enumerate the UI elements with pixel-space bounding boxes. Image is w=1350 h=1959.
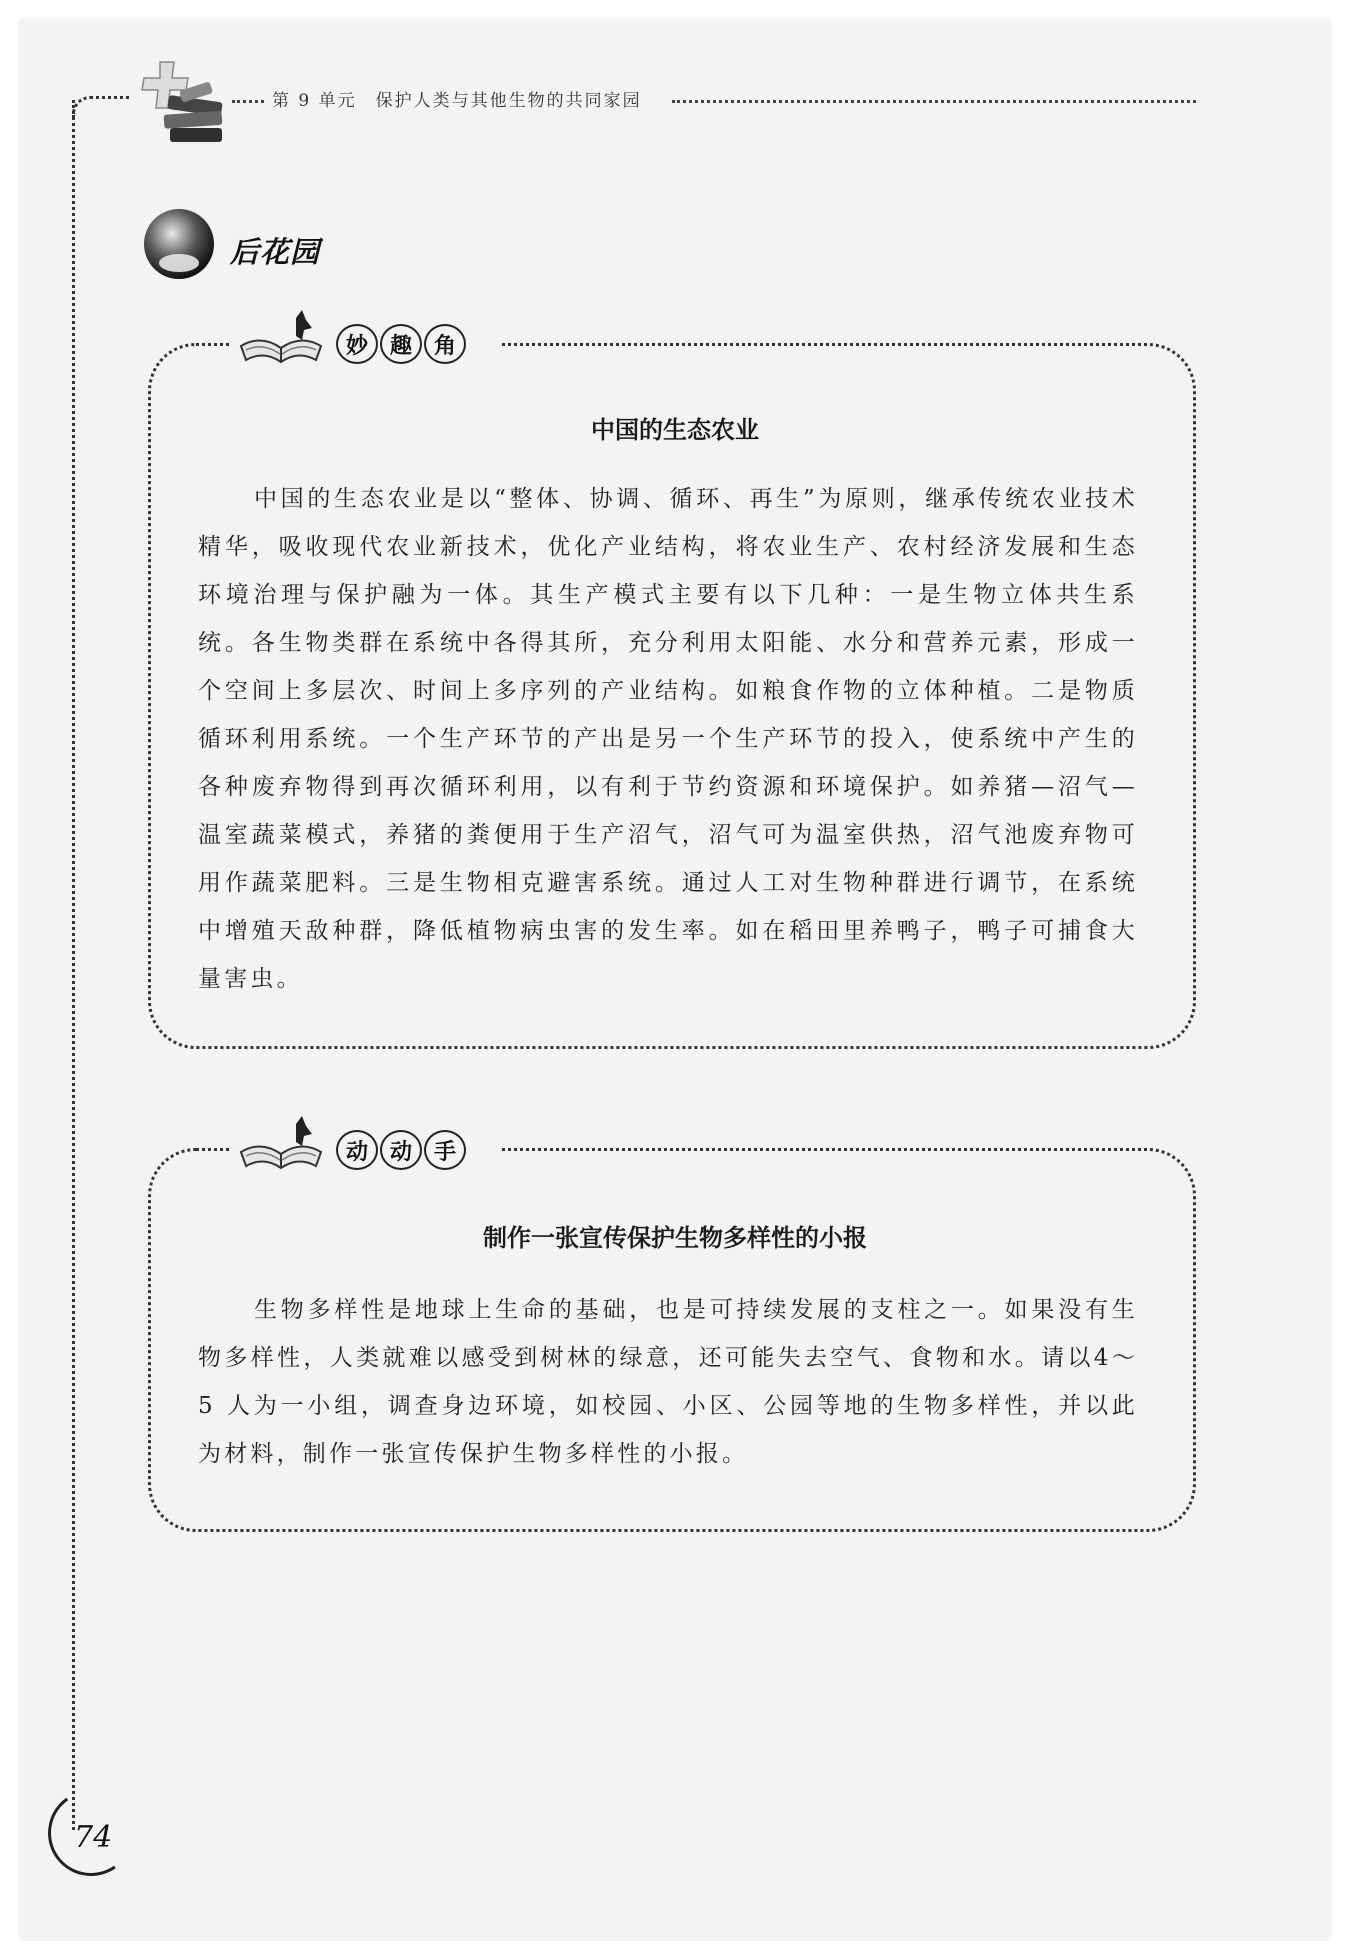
fun-corner-tag [336, 324, 466, 364]
tag-char: 妙 [336, 324, 378, 364]
tag-char: 手 [424, 1130, 466, 1170]
open-book-icon [236, 306, 326, 366]
left-rail [72, 100, 75, 1830]
activity-title: 制作一张宣传保护生物多样性的小报 [483, 1224, 867, 1252]
header-dots-right [672, 100, 1196, 103]
header-dots-left [232, 100, 264, 103]
tag-char: 趣 [380, 324, 422, 364]
open-book-icon [236, 1112, 326, 1172]
hands-on-tag [336, 1130, 466, 1170]
article-paragraph: 中国的生态农业是以“整体、协调、循环、再生”为原则，继承传统农业技术精华，吸收现代农业新技术，优化产业结构，将农业生产、农村经济发展和生态环境治理与保护融为一体。其生产模式主要有以下几种：一是生物立体共生系统。各生物类群在系统中各得其所，充分利用太阳能、水分和营养元素，形成一个空间上多层次、时间上多序列的产业结构。如粮食作物的立体种植。二是物质循环利用系统。一个生产环节的产出是另一个生产环节的投入，使系统中产生的各种废弃物得到再次循环利用，以有利于节约资源和环境保护。如养猪—沼气—温室蔬菜模式，养猪的粪便用于生产沼气，沼气可为温室供热，沼气池废弃物可用作蔬菜肥料。三是生物相克避害系统。通过人工对生物种群进行调节，在系统中增殖天敌种群，降低植物病虫害的发生率。如在稻田里养鸭子，鸭子可捕食大量害虫。 [198, 486, 1138, 992]
section-title: 后花园 [230, 235, 321, 269]
page-number: 74 [74, 1820, 113, 1855]
tag-char: 角 [424, 324, 466, 364]
article-title: 中国的生态农业 [591, 416, 759, 444]
books-logo-icon [130, 58, 230, 148]
unit-header: 第 9 单元 保护人类与其他生物的共同家园 [272, 91, 642, 111]
tag-char: 动 [336, 1130, 378, 1170]
left-rail-corner [72, 96, 130, 119]
activity-paragraph: 生物多样性是地球上生命的基础，也是可持续发展的支柱之一。如果没有生物多样性，人类就难以感受到树林的绿意，还可能失去空气、食物和水。请以4～5 人为一小组，调查身边环境，如校园、小区、公园等地的生物多样性，并以此为材料，制作一张宣传保护生物多样性的小报。 [198, 1297, 1138, 1467]
tag-char: 动 [380, 1130, 422, 1170]
globe-icon [140, 205, 218, 283]
